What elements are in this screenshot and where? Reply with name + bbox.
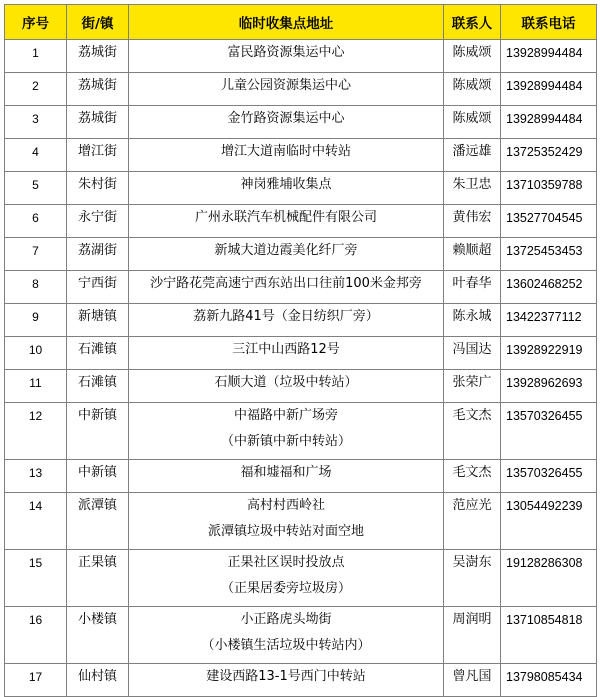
cell-address — [129, 370, 444, 403]
table-row — [5, 271, 597, 304]
cell-phone: 13725453453 — [501, 238, 597, 271]
address-line: 荔新九路41号（金日纺织厂旁） — [193, 309, 379, 324]
cell-contact: 叶春华 — [444, 271, 501, 304]
table-row — [5, 139, 597, 172]
cell-address — [129, 205, 444, 238]
cell-contact: 陈威颂 — [444, 106, 501, 139]
address-line: （正果居委旁垃圾房） — [220, 581, 351, 596]
table-row — [5, 106, 597, 139]
cell-address — [129, 550, 444, 607]
cell-phone: 13570326455 — [501, 460, 597, 493]
cell-contact: 陈永城 — [444, 304, 501, 337]
cell-phone: 13928922919 — [501, 337, 597, 370]
cell-index: 4 — [5, 139, 67, 172]
cell-town: 宁西街 — [67, 271, 129, 304]
cell-phone: 19128286308 — [501, 550, 597, 607]
cell-address — [129, 40, 444, 73]
cell-index: 8 — [5, 271, 67, 304]
table-row — [5, 550, 597, 607]
cell-town: 荔城街 — [67, 73, 129, 106]
cell-address — [129, 106, 444, 139]
address-line: 派潭镇垃圾中转站对面空地 — [207, 524, 364, 539]
cell-town: 中新镇 — [67, 460, 129, 493]
cell-contact: 陈威颂 — [444, 40, 501, 73]
cell-address — [129, 337, 444, 370]
cell-phone: 13527704545 — [501, 205, 597, 238]
address-line: 福和墟福和广场 — [240, 465, 332, 480]
cell-contact: 陈威颂 — [444, 73, 501, 106]
cell-phone: 13928994484 — [501, 106, 597, 139]
table-header-row — [5, 5, 597, 40]
cell-town: 永宁街 — [67, 205, 129, 238]
table-row — [5, 607, 597, 664]
address-line: 正果社区误时投放点 — [227, 555, 345, 570]
cell-phone: 13054492239 — [501, 493, 597, 550]
cell-address — [129, 271, 444, 304]
address-line: 金竹路资源集运中心 — [227, 111, 345, 126]
cell-index: 12 — [5, 403, 67, 460]
address-line: 增江大道南临时中转站 — [220, 144, 351, 159]
cell-address — [129, 172, 444, 205]
address-line: 广州永联汽车机械配件有限公司 — [194, 210, 377, 225]
cell-phone: 13422377112 — [501, 304, 597, 337]
cell-contact: 曾凡国 — [444, 664, 501, 697]
address-line: 小正路虎头坳街 — [240, 612, 332, 627]
header-contact: 联系人 — [444, 5, 501, 40]
collection-points-table-container — [4, 4, 597, 697]
address-line: 沙宁路花莞高速宁西东站出口往前100米金邦旁 — [150, 276, 422, 291]
cell-town: 中新镇 — [67, 403, 129, 460]
cell-index: 14 — [5, 493, 67, 550]
address-line: 神岗雅埔收集点 — [240, 177, 332, 192]
table-row — [5, 370, 597, 403]
cell-index: 5 — [5, 172, 67, 205]
cell-contact: 朱卫忠 — [444, 172, 501, 205]
address-line: （小楼镇生活垃圾中转站内） — [201, 638, 371, 653]
cell-town: 仙村镇 — [67, 664, 129, 697]
cell-contact: 潘远雄 — [444, 139, 501, 172]
cell-index: 17 — [5, 664, 67, 697]
address-line: 新城大道边霞美化纤厂旁 — [214, 243, 358, 258]
cell-contact: 张荣广 — [444, 370, 501, 403]
cell-address — [129, 460, 444, 493]
address-line: 石顺大道（垃圾中转站） — [214, 375, 358, 390]
address-line: 高村村西岭社 — [246, 498, 325, 513]
cell-index: 10 — [5, 337, 67, 370]
table-row — [5, 40, 597, 73]
cell-phone: 13928994484 — [501, 73, 597, 106]
address-line: 中福路中新广场旁 — [233, 408, 338, 423]
cell-town: 石滩镇 — [67, 370, 129, 403]
collection-points-table — [4, 4, 597, 697]
header-town: 街/镇 — [67, 5, 129, 40]
cell-town: 朱村街 — [67, 172, 129, 205]
cell-town: 增江街 — [67, 139, 129, 172]
address-line: 儿童公园资源集运中心 — [220, 78, 351, 93]
cell-phone: 13798085434 — [501, 664, 597, 697]
table-row — [5, 205, 597, 238]
cell-index: 16 — [5, 607, 67, 664]
cell-town: 荔城街 — [67, 40, 129, 73]
cell-contact: 范应光 — [444, 493, 501, 550]
cell-phone: 13570326455 — [501, 403, 597, 460]
cell-index: 6 — [5, 205, 67, 238]
cell-contact: 毛文杰 — [444, 460, 501, 493]
cell-contact: 赖顺超 — [444, 238, 501, 271]
header-phone: 联系电话 — [501, 5, 597, 40]
table-row — [5, 493, 597, 550]
table-body — [5, 40, 597, 697]
cell-index: 9 — [5, 304, 67, 337]
cell-index: 7 — [5, 238, 67, 271]
cell-index: 15 — [5, 550, 67, 607]
cell-town: 新塘镇 — [67, 304, 129, 337]
table-row — [5, 304, 597, 337]
table-row — [5, 238, 597, 271]
cell-phone: 13928994484 — [501, 40, 597, 73]
cell-town: 荔湖街 — [67, 238, 129, 271]
cell-address — [129, 403, 444, 460]
cell-index: 2 — [5, 73, 67, 106]
header-index: 序号 — [5, 5, 67, 40]
cell-phone: 13928962693 — [501, 370, 597, 403]
cell-town: 正果镇 — [67, 550, 129, 607]
cell-town: 荔城街 — [67, 106, 129, 139]
cell-town: 石滩镇 — [67, 337, 129, 370]
table-row — [5, 172, 597, 205]
address-line: 富民路资源集运中心 — [227, 45, 345, 60]
cell-phone: 13710854818 — [501, 607, 597, 664]
cell-address — [129, 304, 444, 337]
cell-address — [129, 493, 444, 550]
cell-contact: 毛文杰 — [444, 403, 501, 460]
cell-contact: 周润明 — [444, 607, 501, 664]
table-row — [5, 460, 597, 493]
cell-address — [129, 139, 444, 172]
address-line: 三江中山西路12号 — [232, 342, 340, 357]
cell-contact: 吴澍东 — [444, 550, 501, 607]
table-row — [5, 73, 597, 106]
address-line: 建设西路13-1号西门中转站 — [206, 669, 366, 684]
table-row — [5, 403, 597, 460]
table-row — [5, 337, 597, 370]
cell-index: 11 — [5, 370, 67, 403]
cell-contact: 冯国达 — [444, 337, 501, 370]
cell-phone: 13725352429 — [501, 139, 597, 172]
cell-address — [129, 607, 444, 664]
cell-index: 1 — [5, 40, 67, 73]
cell-town: 派潭镇 — [67, 493, 129, 550]
cell-phone: 13602468252 — [501, 271, 597, 304]
cell-address — [129, 238, 444, 271]
cell-phone: 13710359788 — [501, 172, 597, 205]
address-line: （中新镇中新中转站） — [220, 434, 351, 449]
cell-address — [129, 73, 444, 106]
header-address: 临时收集点地址 — [129, 5, 444, 40]
cell-index: 3 — [5, 106, 67, 139]
cell-town: 小楼镇 — [67, 607, 129, 664]
cell-index: 13 — [5, 460, 67, 493]
cell-contact: 黄伟宏 — [444, 205, 501, 238]
